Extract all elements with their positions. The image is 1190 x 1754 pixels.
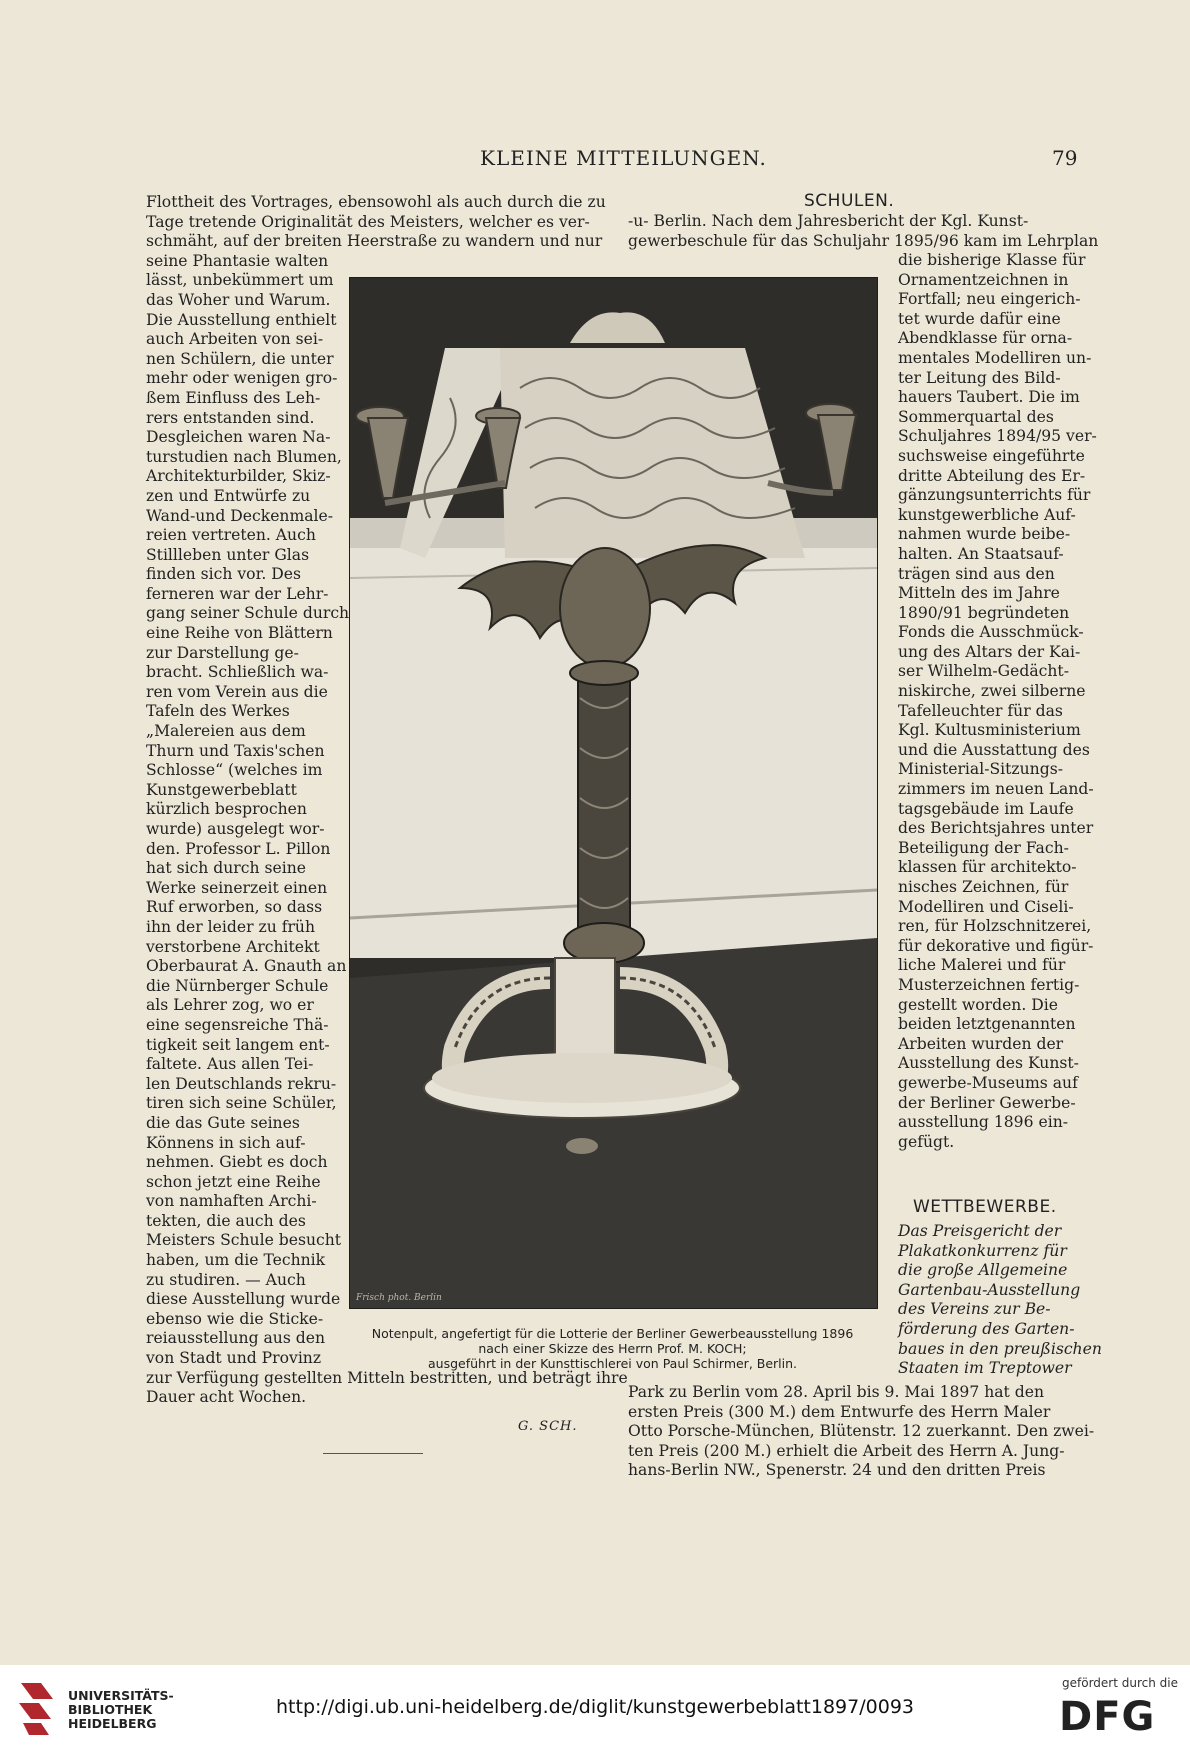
text-line: liche Malerei und für [898,956,1066,975]
text-line: reiausstellung aus den [146,1329,326,1348]
text-line: ihn der leider zu früh [146,917,316,936]
text-line: Architekturbilder, Skiz- [146,467,331,486]
text-line: eine segensreiche Thä- [146,1015,329,1034]
text-line: lässt, unbekümmert um [146,271,334,290]
text-line: Mitteln des im Jahre [898,584,1060,603]
text-line: Meisters Schule besucht [146,1231,342,1250]
text-line: ersten Preis (300 M.) dem Entwurfe des Herrn Maler [628,1402,1051,1421]
text-line: nisches Zeichnen, für [898,878,1069,896]
section-rule [323,1453,423,1454]
text-line: hans-Berlin NW., Spenerstr. 24 und den dritten Preis [628,1461,1046,1480]
text-line: niskirche, zwei silberne [898,682,1086,701]
text-line: und die Ausstattung des [898,740,1090,759]
text-line: kunstgewerbliche Auf- [898,505,1076,524]
text-line: ren vom Verein aus die [146,682,328,701]
text-line: ser Wilhelm-Gedächt- [898,662,1069,681]
text-line: Fortfall; neu eingerich- [898,290,1081,309]
text-line: tekten, die auch des [146,1211,306,1230]
text-line: ter Leitung des Bild- [898,368,1061,387]
text-line: gewerbeschule für das Schuljahr 1895/96 kam im Lehrplan [628,231,1099,250]
text-line: tiren sich seine Schüler, [146,1094,337,1113]
dfg-logo: DFG [1059,1694,1156,1740]
text-line: von Stadt und Provinz [146,1349,322,1368]
text-line: zen und Entwürfe zu [146,486,311,505]
text-line: die bisherige Klasse für [898,251,1086,269]
text-line: ßem Einfluss des Leh- [146,388,321,407]
text-line: finden sich vor. Des [146,565,301,584]
text-line: hauers Taubert. Die im [898,388,1080,407]
text-line: dritte Abteilung des Er- [898,466,1086,485]
text-line: Desgleichen waren Na- [146,428,331,447]
text-line: ferneren war der Lehr- [146,584,329,603]
text-line: tigkeit seit langem ent- [146,1035,330,1054]
text-line: haben, um die Technik [146,1251,326,1270]
text-line: nahmen wurde beibe- [898,525,1071,544]
author-signature: G. SCH. [518,1419,578,1434]
text-line: Oberbaurat A. Gnauth an [146,957,347,976]
text-line: klassen für architekto- [898,858,1077,877]
text-line: hat sich durch seine [146,859,306,878]
text-line: Gartenbau-Ausstellung [898,1280,1081,1299]
running-title: KLEINE MITTEILUNGEN. [480,146,767,170]
text-line: Dauer acht Wochen. [146,1388,307,1407]
text-line: bracht. Schließlich wa- [146,663,329,682]
schools-first-lines [628,212,1099,251]
text-line: wurde) ausgelegt wor- [146,820,325,838]
text-line: suchsweise eingeführte [898,446,1085,465]
figure-caption [350,1326,875,1371]
caption-line: ausgeführt in der Kunsttischlerei von Paul Schirmer, Berlin. [427,1356,798,1371]
text-line: tet wurde dafür eine [898,309,1061,328]
text-line: für dekorative und figür- [898,936,1094,955]
text-line: das Woher und Warum. [146,290,331,309]
text-line: Könnens in sich auf- [146,1133,306,1152]
text-line: Das Preisgericht der [898,1222,1062,1240]
text-line: Thurn und Taxis'schen [146,741,325,760]
text-line: ten Preis (200 M.) erhielt die Arbeit des Herrn A. Jung- [628,1441,1065,1460]
text-line: die Nürnberger Schule [146,976,329,995]
text-line: von namhaften Archi- [146,1192,317,1211]
text-line: Schlosse“ (welches im [146,761,323,780]
text-line: tagsgebäude im Laufe [898,799,1074,818]
text-line: mehr oder wenigen gro- [146,369,338,388]
text-line: mentales Modelliren un- [898,348,1092,367]
library-name-line: UNIVERSITÄTS- [68,1688,174,1703]
text-line: des Vereins zur Be- [898,1300,1051,1319]
text-line: diese Ausstellung wurde [146,1290,341,1309]
text-line: nen Schülern, die unter [146,349,334,368]
text-line: beiden letztgenannten [898,1015,1076,1034]
text-line: des Berichtsjahres unter [898,819,1094,838]
text-line: die das Gute seines [146,1113,300,1132]
text-line: gang seiner Schule durch [146,604,350,623]
text-line: gänzungsunterrichts für [898,486,1091,505]
text-line: Sommerquartal des [898,407,1054,426]
music-stand-photo [349,277,878,1309]
text-line: Ministerial-Sitzungs- [898,760,1063,779]
text-line: halten. An Staatsauf- [898,544,1064,563]
text-line: kürzlich besprochen [146,800,307,819]
text-line: Musterzeichnen fertig- [898,975,1080,994]
text-line: faltete. Aus allen Tei- [146,1055,314,1074]
text-line: Arbeiten wurden der [898,1034,1064,1053]
text-line: Werke seinerzeit einen [146,878,328,897]
text-line: Modelliren und Ciseli- [898,897,1074,916]
text-line: gewerbe-Museums auf [898,1073,1078,1092]
caption-line: Notenpult, angefertigt für die Lotterie der Berliner Gewerbeausstellung 1896 [371,1326,854,1341]
text-line: Staaten im Treptower [898,1359,1072,1378]
text-line: Kgl. Kultusministerium [898,721,1081,740]
text-line: ausstellung 1896 ein- [898,1113,1069,1132]
text-line: Otto Porsche-München, Blütenstr. 12 zuerkannt. Den zwei- [628,1422,1095,1441]
text-line: zimmers im neuen Land- [898,780,1094,799]
competitions-full-text [628,1383,1095,1481]
library-name-line: HEIDELBERG [68,1716,157,1731]
text-line: gestellt worden. Die [898,995,1058,1014]
schools-text [898,251,1097,1152]
text-line: zur Verfügung gestellten Mitteln bestritten, und beträgt ihre [146,1368,628,1387]
library-name-line: BIBLIOTHEK [68,1702,153,1717]
text-line: der Berliner Gewerbe- [898,1093,1076,1112]
text-line: Ausstellung des Kunst- [898,1054,1079,1073]
text-line: ebenso wie die Sticke- [146,1309,324,1328]
text-line: Wand-und Deckenmale- [146,506,334,525]
text-line: eine Reihe von Blättern [146,624,333,643]
text-line: baues in den preußischen [898,1339,1102,1358]
competitions-text [898,1222,1102,1379]
text-line: -u- Berlin. Nach dem Jahresbericht der Kgl. Kunst- [628,212,1029,230]
text-line: Abendklasse für orna- [898,329,1073,348]
text-line: schmäht, auf der breiten Heerstraße zu wandern und nur [146,232,603,251]
text-line: Fonds die Ausschmück- [898,623,1084,642]
text-line: Die Ausstellung enthielt [146,310,337,329]
text-line: Kunstgewerbeblatt [146,780,297,799]
text-line: Tage tretende Originalität des Meisters, welcher es ver- [146,212,590,231]
text-line: len Deutschlands rekru- [146,1074,337,1093]
text-line: turstudien nach Blumen, [146,447,342,466]
competitions-heading: WETTBEWERBE. [913,1197,1057,1217]
text-line: seine Phantasie walten [146,251,329,270]
text-line: gefügt. [898,1132,955,1151]
text-line: zu studiren. — Auch [146,1270,306,1289]
text-line: nehmen. Giebt es doch [146,1153,328,1172]
text-line: verstorbene Architekt [146,937,320,956]
text-line: Park zu Berlin vom 28. April bis 9. Mai 1897 hat den [628,1383,1045,1401]
text-line: schon jetzt eine Reihe [146,1172,321,1191]
text-line: ren, für Holzschnitzerei, [898,917,1092,936]
caption-line: nach einer Skizze des Herrn Prof. M. KOCH; [478,1341,747,1356]
text-line: Stillleben unter Glas [146,545,310,564]
schools-heading: SCHULEN. [804,191,895,211]
text-line: auch Arbeiten von sei- [146,330,324,349]
text-line: Flottheit des Vortrages, ebensowohl als auch durch die zu [146,193,606,211]
text-line: den. Professor L. Pillon [146,839,331,858]
text-line: Plakatkonkurrenz für [898,1241,1067,1260]
text-line: 1890/91 begründeten [898,603,1070,622]
text-line: als Lehrer zog, wo er [146,996,314,1015]
text-line: zur Darstellung ge- [146,643,299,662]
text-line: „Malereien aus dem [146,722,306,741]
text-line: rers entstanden sind. [146,408,315,427]
text-line: Schuljahres 1894/95 ver- [898,427,1097,446]
text-line: die große Allgemeine [898,1261,1068,1280]
text-line: Tafelleuchter für das [898,701,1063,720]
text-line: Beteiligung der Fach- [898,838,1069,857]
music-stand-illustration [350,278,877,1308]
permalink-url[interactable]: http://digi.ub.uni-heidelberg.de/diglit/kunstgewerbeblatt1897/0093 [276,1696,914,1718]
text-line: reien vertreten. Auch [146,526,316,545]
page-number: 79 [1052,146,1078,170]
text-line: ung des Altars der Kai- [898,642,1081,661]
text-line: förderung des Garten- [898,1319,1075,1338]
photo-credit: Frisch phot. Berlin [356,1293,442,1303]
text-line: trägen sind aus den [898,564,1055,583]
text-line: Tafeln des Werkes [146,702,290,721]
text-line: Ruf erworben, so dass [146,898,323,917]
text-line: Ornamentzeichnen in [898,270,1069,289]
funded-by-label: gefördert durch die [1062,1676,1178,1690]
